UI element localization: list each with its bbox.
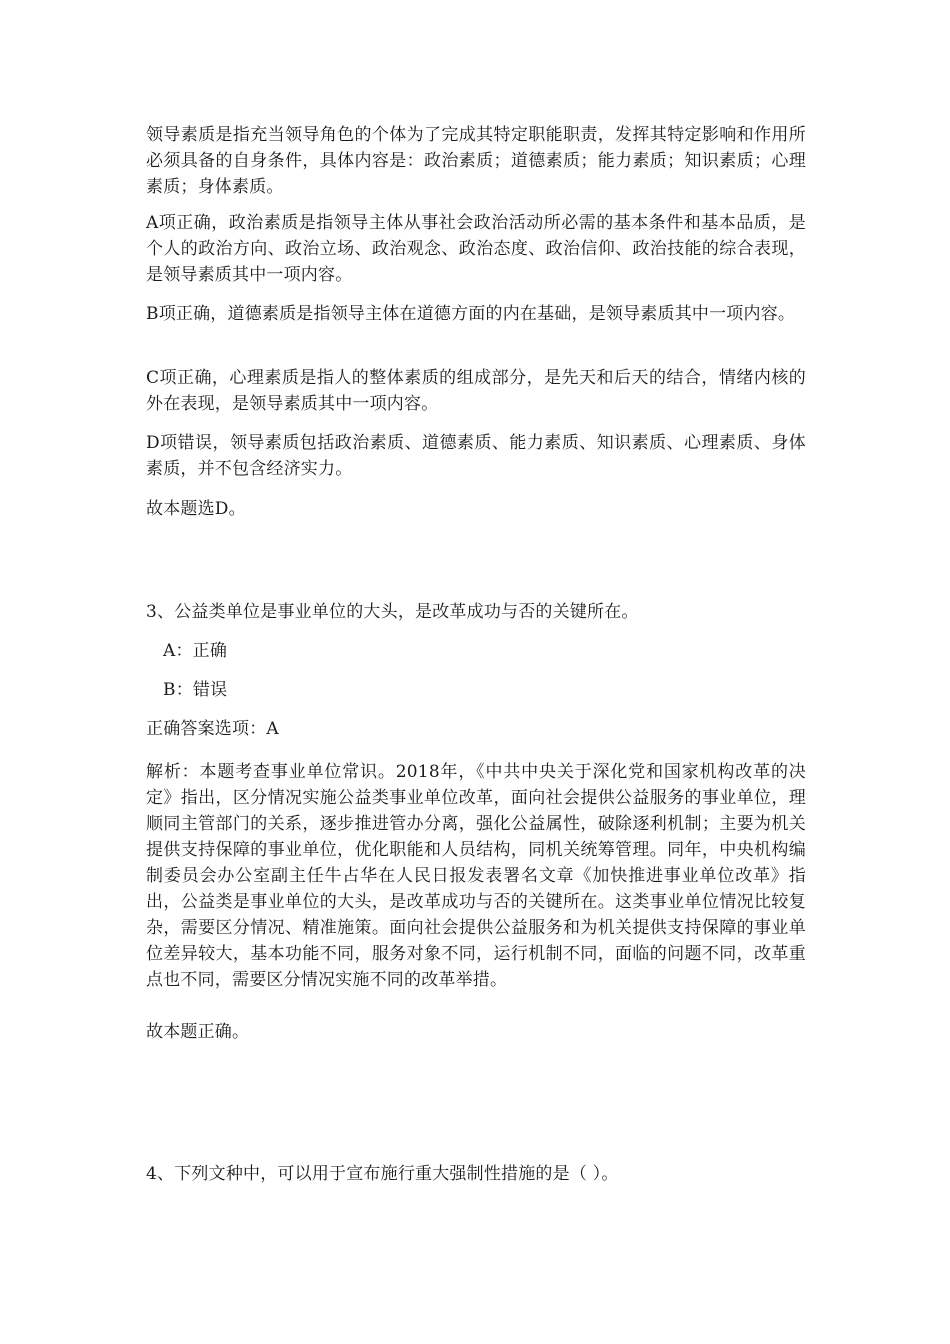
q3-conclusion: 故本题正确。	[146, 1022, 250, 1042]
q3-answer: 正确答案选项：A	[146, 719, 279, 739]
q3-option-a: A：正确	[163, 641, 228, 661]
q2-option-b-analysis: B项正确，道德素质是指领导主体在道德方面的内在基础，是领导素质其中一项内容。	[146, 304, 796, 324]
q3-option-b: B：错误	[163, 680, 228, 700]
q2-conclusion: 故本题选D。	[146, 499, 246, 519]
q2-option-c-analysis: C项正确，心理素质是指人的整体素质的组成部分，是先天和后天的结合，情绪内核的外在表现，是领导素质其中一项内容。	[146, 368, 806, 414]
q4-question: 4、下列文种中，可以用于宣布施行重大强制性措施的是（ ）。	[146, 1164, 619, 1184]
q2-explanation-intro: 领导素质是指充当领导角色的个体为了完成其特定职能职责，发挥其特定影响和作用所必须具备的自身条件，具体内容是：政治素质；道德素质；能力素质；知识素质；心理素质；身体素质。	[146, 125, 806, 197]
q3-analysis: 解析：本题考查事业单位常识。2018年，《中共中央关于深化党和国家机构改革的决定》指出，区分情况实施公益类事业单位改革，面向社会提供公益服务的事业单位，理顺同主管部门的关系，逐步推进管办分离，强化公益属性，破除逐利机制；主要为机关提供支持保障的事业单位，优化职能和人员结构，同机关统筹管理。同年，中央机构编制委员会办公室副主任牛占华在人民日报发表署名文章《加快推进事业单位改革》指出，公益类是事业单位的大头，是改革成功与否的关键所在。这类事业单位情况比较复杂，需要区分情况、精准施策。面向社会提供公益服务和为机关提供支持保障的事业单位差异较大，基本功能不同，服务对象不同，运行机制不同，面临的问题不同，改革重点也不同，需要区分情况实施不同的改革举措。	[146, 762, 806, 990]
q3-question: 3、公益类单位是事业单位的大头，是改革成功与否的关键所在。	[146, 602, 639, 622]
q2-option-d-analysis: D项错误，领导素质包括政治素质、道德素质、能力素质、知识素质、心理素质、身体素质，并不包含经济实力。	[146, 433, 806, 479]
q2-option-a-analysis: A项正确，政治素质是指领导主体从事社会政治活动所必需的基本条件和基本品质，是个人的政治方向、政治立场、政治观念、政治态度、政治信仰、政治技能的综合表现，是领导素质其中一项内容。	[146, 213, 806, 285]
